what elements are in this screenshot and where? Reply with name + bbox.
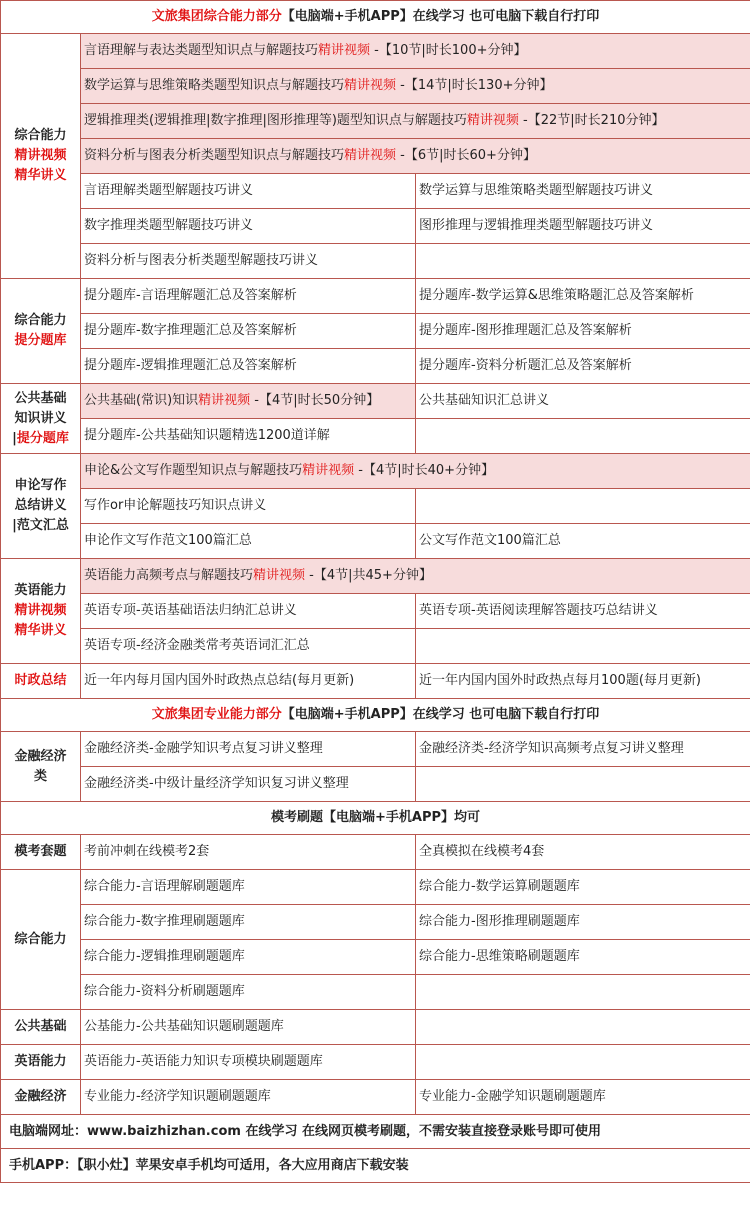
video-course-link[interactable]: 英语能力高频考点与解题技巧精讲视频 -【4节|共45+分钟】 [81,559,750,594]
website-info[interactable]: 电脑端网址：www.baizhizhan.com 在线学习 在线网页模考刷题，不需安装直接登录账号即可使用 [1,1115,750,1149]
category-general-ability-drills: 综合能力 [1,870,81,1010]
question-bank-link[interactable]: 提分题库-图形推理题汇总及答案解析 [416,314,750,349]
question-bank-link[interactable]: 提分题库-逻辑推理题汇总及答案解析 [81,349,416,384]
category-english: 英语能力 精讲视频 精华讲义 [1,559,81,664]
empty-cell [416,489,750,524]
notes-link[interactable]: 金融经济类-经济学知识高频考点复习讲义整理 [416,732,750,767]
drill-bank-link[interactable]: 综合能力-图形推理刷题题库 [416,905,750,940]
category-current-affairs: 时政总结 [1,664,81,699]
news-link[interactable]: 近一年内每月国内国外时政热点总结(每月更新) [81,664,416,699]
section-header-mock-exams: 模考刷题【电脑端+手机APP】均可 [1,802,750,835]
empty-cell [416,975,750,1010]
question-bank-link[interactable]: 提分题库-资料分析题汇总及答案解析 [416,349,750,384]
notes-link[interactable]: 公共基础知识汇总讲义 [416,384,750,419]
section-header-professional: 文旅集团专业能力部分【电脑端+手机APP】在线学习 也可电脑下载自行打印 [1,699,750,732]
video-course-link[interactable]: 数学运算与思维策略类题型知识点与解题技巧精讲视频 -【14节|时长130+分钟】 [81,69,750,104]
category-public-basics-drills: 公共基础 [1,1010,81,1045]
mock-exam-link[interactable]: 考前冲刺在线模考2套 [81,835,416,870]
notes-link[interactable]: 英语专项-英语阅读理解答题技巧总结讲义 [416,594,750,629]
empty-cell [416,1045,750,1080]
empty-cell [416,419,750,454]
section-header-general: 文旅集团综合能力部分【电脑端+手机APP】在线学习 也可电脑下载自行打印 [1,1,750,34]
notes-link[interactable]: 英语专项-英语基础语法归纳汇总讲义 [81,594,416,629]
category-general-ability-bank: 综合能力 提分题库 [1,279,81,384]
video-course-link[interactable]: 逻辑推理类(逻辑推理|数字推理|图形推理等)题型知识点与解题技巧精讲视频 -【22节|时长210分钟】 [81,104,750,139]
notes-link[interactable]: 图形推理与逻辑推理类题型解题技巧讲义 [416,209,750,244]
drill-bank-link[interactable]: 综合能力-逻辑推理刷题题库 [81,940,416,975]
category-public-basics: 公共基础 知识讲义 |提分题库 [1,384,81,454]
drill-bank-link[interactable]: 综合能力-数字推理刷题题库 [81,905,416,940]
empty-cell [416,244,750,279]
notes-link[interactable]: 写作or申论解题技巧知识点讲义 [81,489,416,524]
category-finance-economics: 金融经济 类 [1,732,81,802]
drill-bank-link[interactable]: 公基能力-公共基础知识题刷题题库 [81,1010,416,1045]
drill-bank-link[interactable]: 专业能力-金融学知识题刷题题库 [416,1080,750,1115]
app-info: 手机APP：【职小灶】苹果安卓手机均可适用，各大应用商店下载安装 [1,1149,750,1183]
category-english-drills: 英语能力 [1,1045,81,1080]
category-general-ability-video: 综合能力 精讲视频 精华讲义 [1,34,81,279]
question-bank-link[interactable]: 提分题库-言语理解题汇总及答案解析 [81,279,416,314]
video-course-link[interactable]: 资料分析与图表分析类题型知识点与解题技巧精讲视频 -【6节|时长60+分钟】 [81,139,750,174]
question-bank-link[interactable]: 提分题库-数字推理题汇总及答案解析 [81,314,416,349]
sample-essays-link[interactable]: 申论作文写作范文100篇汇总 [81,524,416,559]
sample-essays-link[interactable]: 公文写作范文100篇汇总 [416,524,750,559]
question-bank-link[interactable]: 提分题库-数学运算&思维策略题汇总及答案解析 [416,279,750,314]
drill-bank-link[interactable]: 专业能力-经济学知识题刷题题库 [81,1080,416,1115]
news-link[interactable]: 近一年内国内国外时政热点每月100题(每月更新) [416,664,750,699]
drill-bank-link[interactable]: 综合能力-言语理解刷题题库 [81,870,416,905]
empty-cell [416,767,750,802]
drill-bank-link[interactable]: 综合能力-数学运算刷题题库 [416,870,750,905]
question-bank-link[interactable]: 提分题库-公共基础知识题精选1200道详解 [81,419,416,454]
mock-exam-link[interactable]: 全真模拟在线模考4套 [416,835,750,870]
notes-link[interactable]: 资料分析与图表分析类题型解题技巧讲义 [81,244,416,279]
drill-bank-link[interactable]: 综合能力-资料分析刷题题库 [81,975,416,1010]
drill-bank-link[interactable]: 综合能力-思维策略刷题题库 [416,940,750,975]
category-finance-drills: 金融经济 [1,1080,81,1115]
notes-link[interactable]: 数学运算与思维策略类题型解题技巧讲义 [416,174,750,209]
category-essay-writing: 申论写作 总结讲义 |范文汇总 [1,454,81,559]
notes-link[interactable]: 英语专项-经济金融类常考英语词汇汇总 [81,629,416,664]
video-course-link[interactable]: 公共基础(常识)知识精讲视频 -【4节|时长50分钟】 [81,384,416,419]
notes-link[interactable]: 金融经济类-中级计量经济学知识复习讲义整理 [81,767,416,802]
drill-bank-link[interactable]: 英语能力-英语能力知识专项模块刷题题库 [81,1045,416,1080]
video-course-link[interactable]: 言语理解与表达类题型知识点与解题技巧精讲视频 -【10节|时长100+分钟】 [81,34,750,69]
notes-link[interactable]: 数字推理类题型解题技巧讲义 [81,209,416,244]
video-course-link[interactable]: 申论&公文写作题型知识点与解题技巧精讲视频 -【4节|时长40+分钟】 [81,454,750,489]
notes-link[interactable]: 金融经济类-金融学知识考点复习讲义整理 [81,732,416,767]
empty-cell [416,629,750,664]
empty-cell [416,1010,750,1045]
category-mock-exams: 模考套题 [1,835,81,870]
notes-link[interactable]: 言语理解类题型解题技巧讲义 [81,174,416,209]
